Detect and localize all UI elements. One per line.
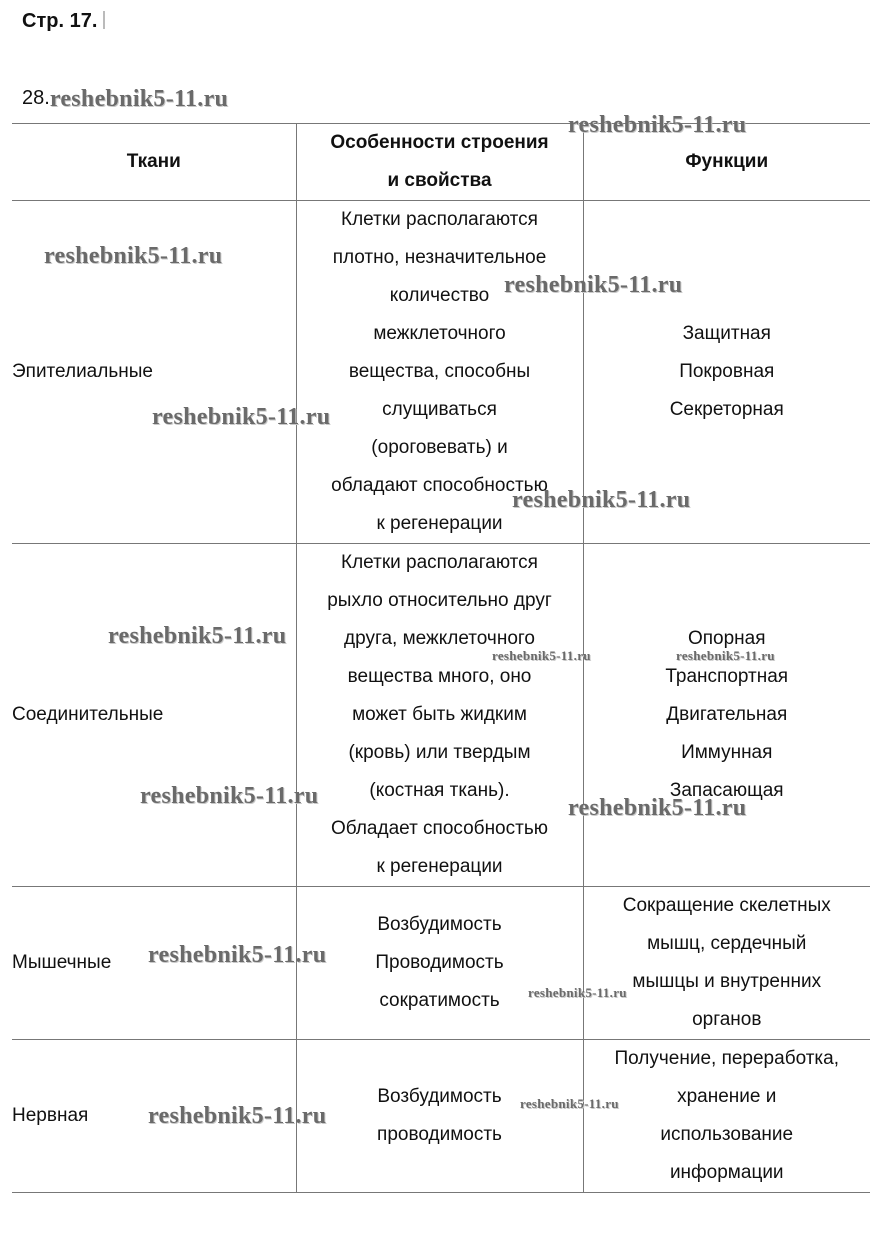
- header-functions: Функции: [583, 124, 870, 201]
- features-cell: Возбудимость проводимость: [296, 1040, 583, 1193]
- functions-cell: Опорная Транспортная Двигательная Иммунная Запасающая: [583, 544, 870, 887]
- features-cell: Возбудимость Проводимость сократимость: [296, 887, 583, 1040]
- header-features: Особенности строения и свойства: [296, 124, 583, 201]
- watermark: reshebnik5-11.ru: [49, 86, 229, 112]
- watermark: reshebnik5-11.ru: [568, 112, 747, 138]
- table-row: [12, 1040, 870, 1193]
- table-row: [12, 544, 870, 887]
- watermark: reshebnik5-11.ru: [148, 1103, 327, 1129]
- watermark: reshebnik5-11.ru: [520, 1096, 619, 1111]
- tissue-cell: Нервная: [12, 1040, 296, 1193]
- task-number: 28.reshebnik5-11.ru: [22, 86, 229, 112]
- watermark: reshebnik5-11.ru: [568, 795, 747, 821]
- features-cell: Клетки располагаются рыхло относительно друг друга, межклеточного вещества много, оно может быть жидким (кровь) или твердым (костная ткань). Обладает способностью к регенерации: [296, 544, 583, 887]
- watermark: reshebnik5-11.ru: [492, 648, 591, 663]
- table-row: [12, 887, 870, 1040]
- header-tissue: Ткани: [12, 124, 296, 201]
- functions-cell: Сокращение скелетных мышц, сердечный мышцы и внутренних органов: [583, 887, 870, 1040]
- watermark: reshebnik5-11.ru: [512, 487, 691, 513]
- tissue-cell: Эпителиальные: [12, 201, 296, 544]
- functions-cell: Получение, переработка, хранение и использование информации: [583, 1040, 870, 1193]
- features-cell: Клетки располагаются плотно, незначительное количество межклеточного вещества, способны слущиваться (ороговевать) и обладают способностью к регенерации: [296, 201, 583, 544]
- watermark: reshebnik5-11.ru: [528, 985, 627, 1000]
- watermark: reshebnik5-11.ru: [504, 272, 683, 298]
- watermark: reshebnik5-11.ru: [676, 648, 775, 663]
- functions-cell: Защитная Покровная Секреторная: [583, 201, 870, 544]
- watermark: reshebnik5-11.ru: [108, 623, 287, 649]
- page-title: Стр. 17.: [22, 10, 105, 33]
- watermark: reshebnik5-11.ru: [44, 243, 223, 269]
- tissue-cell: Мышечные: [12, 887, 296, 1040]
- watermark: reshebnik5-11.ru: [140, 783, 319, 809]
- text-cursor: [103, 11, 105, 29]
- tissue-cell: Соединительные: [12, 544, 296, 887]
- watermark: reshebnik5-11.ru: [148, 942, 327, 968]
- watermark: reshebnik5-11.ru: [152, 404, 331, 430]
